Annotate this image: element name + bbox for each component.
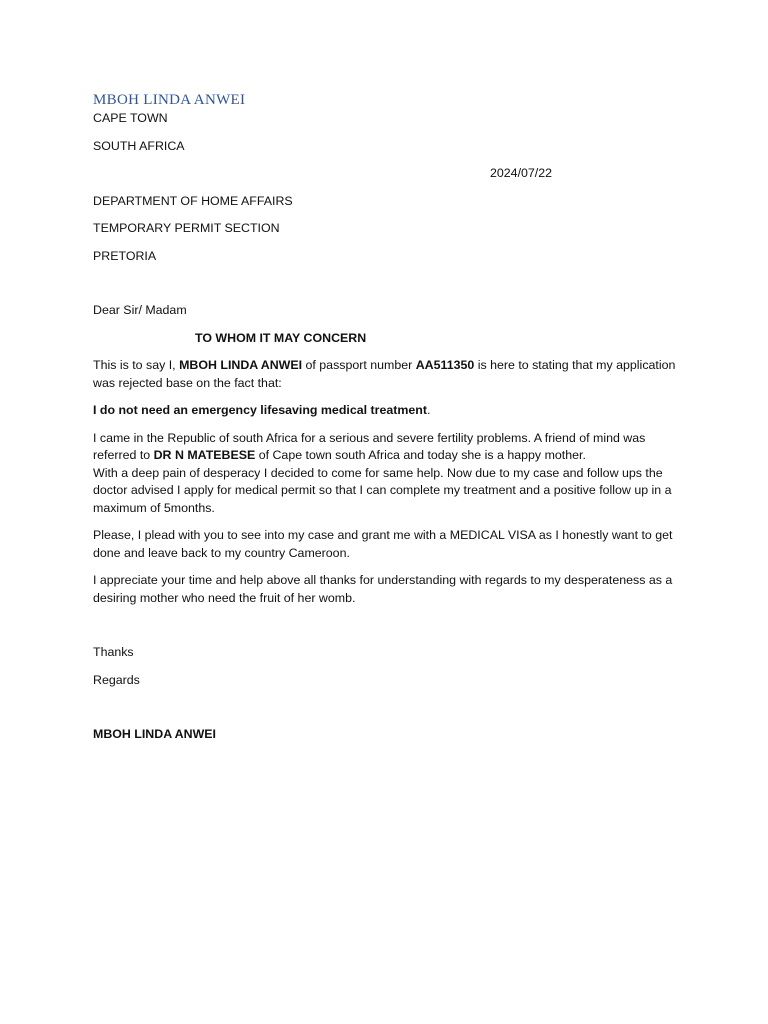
subject-line: TO WHOM IT MAY CONCERN [195,330,367,345]
doctor-name: DR N MATEBESE [153,448,256,462]
paragraph-3-text-a: I came in the Republic of south Africa for a serious and severe fertility problems. A friend of mind was referred to [93,430,646,462]
sender-name: MBOH LINDA ANWEI [93,92,246,108]
sender-city: CAPE TOWN [93,111,168,125]
paragraph-1-text-b: of passport number [302,358,416,372]
closing-thanks: Thanks [93,645,134,659]
signature-name: MBOH LINDA ANWEI [93,727,216,741]
paragraph-1 [93,357,683,392]
closing-regards: Regards [93,672,140,687]
paragraph-3 [93,430,683,518]
paragraph-4: Please, I plead with you to see into my case and grant me with a MEDICAL VISA as I honestly want to get done and leave back to my country Cameroon. [93,528,673,560]
rejection-reason: I do not need an emergency lifesaving medical treatment [93,403,427,417]
sender-country: SOUTH AFRICA [93,138,185,153]
applicant-name: MBOH LINDA ANWEI [179,358,303,372]
recipient-line-1: DEPARTMENT OF HOME AFFAIRS [93,193,293,208]
paragraph-2 [93,402,683,420]
paragraph-3-text-b: of Cape town south Africa and today she is a happy mother. [255,448,586,462]
letter-date: 2024/07/22 [490,166,553,180]
passport-number: AA511350 [415,358,475,372]
paragraph-2-end: . [426,403,431,417]
recipient-line-3: PRETORIA [93,248,157,263]
recipient-line-2: TEMPORARY PERMIT SECTION [93,221,280,235]
paragraph-5: I appreciate your time and help above all thanks for understanding with regards to my desperateness as a desiring mother who need the fruit of her womb. [93,573,673,605]
paragraph-3-text-c: With a deep pain of desperacy I decided to come for same help. Now due to my case and follow ups the doctor advised I apply for medical permit so that I can complete my treatment and a positive follow up in a maximum of 5months. [93,465,672,515]
paragraph-1-text-a: This is to say I, [93,358,180,372]
letter [93,90,683,744]
paragraph-1-text-c: is here to stating that my application was rejected base on the fact that: [93,358,676,390]
salutation: Dear Sir/ Madam [93,303,187,317]
